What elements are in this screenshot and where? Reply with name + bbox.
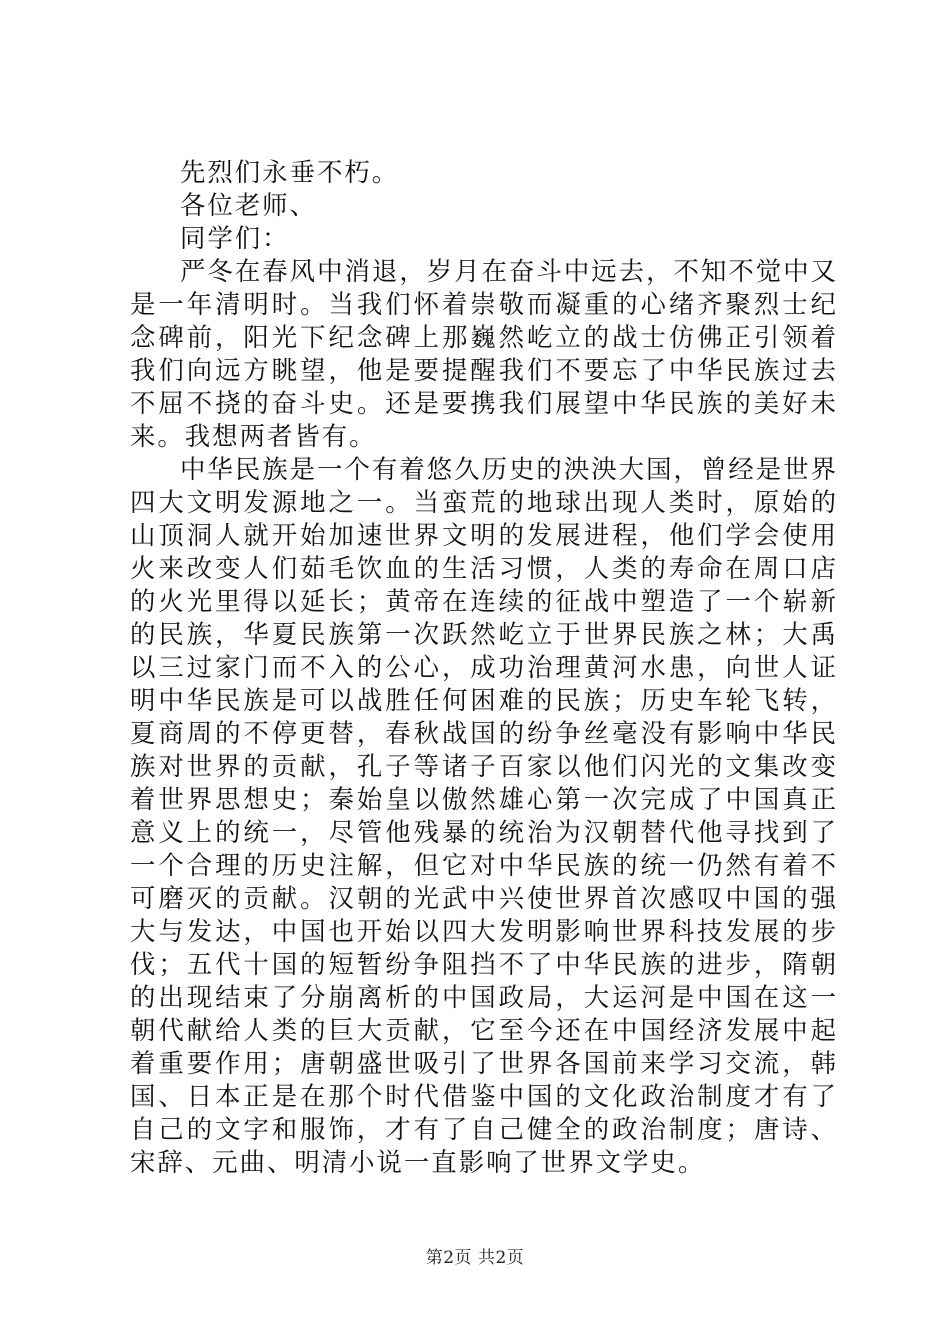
paragraph-1: 先烈们永垂不朽。: [180, 157, 400, 187]
paragraph-2: 各位老师、: [180, 190, 317, 220]
document-body: [130, 156, 838, 1179]
paragraph-3: 同学们：: [180, 223, 290, 253]
paragraph-4: 严冬在春风中消退，岁月在奋斗中远去，不知不觉中又是一年清明时。当我们怀着崇敬而凝重的心绪齐聚烈士纪念碑前，阳光下纪念碑上那巍然屹立的战士仿佛正引领着我们向远方眺望，他是要提醒我们不要忘了中华民族过去不屈不挠的奋斗史。还是要携我们展望中华民族的美好未来。我想两者皆有。: [130, 256, 838, 451]
paragraph-5: 中华民族是一个有着悠久历史的泱泱大国，曾经是世界四大文明发源地之一。当蛮荒的地球出现人类时，原始的山顶洞人就开始加速世界文明的发展进程，他们学会使用火来改变人们茹毛饮血的生活习惯，人类的寿命在周口店的火光里得以延长；黄帝在连续的征战中塑造了一个崭新的民族，华夏民族第一次跃然屹立于世界民族之林；大禹以三过家门而不入的公心，成功治理黄河水患，向世人证明中华民族是可以战胜任何困难的民族；历史车轮飞转，夏商周的不停更替，春秋战国的纷争丝毫没有影响中华民族对世界的贡献，孔子等诸子百家以他们闪光的文集改变着世界思想史；秦始皇以傲然雄心第一次完成了中国真正意义上的统一，尽管他残暴的统治为汉朝替代他寻找到了一个合理的历史注解，但它对中华民族的统一仍然有着不可磨灭的贡献。汉朝的光武中兴使世界首次感叹中国的强大与发达，中国也开始以四大发明影响世界科技发展的步伐；五代十国的短暂纷争阻挡不了中华民族的进步，隋朝的出现结束了分崩离析的中国政局，大运河是中国在这一朝代献给人类的巨大贡献，它至今还在中国经济发展中起着重要作用；唐朝盛世吸引了世界各国前来学习交流，韩国、日本正是在那个时代借鉴中国的文化政治制度才有了自己的文字和服饰，才有了自己健全的政治制度；唐诗、宋辞、元曲、明清小说一直影响了世界文学史。: [130, 454, 838, 1177]
page-footer: 第2页 共2页: [425, 1248, 525, 1268]
